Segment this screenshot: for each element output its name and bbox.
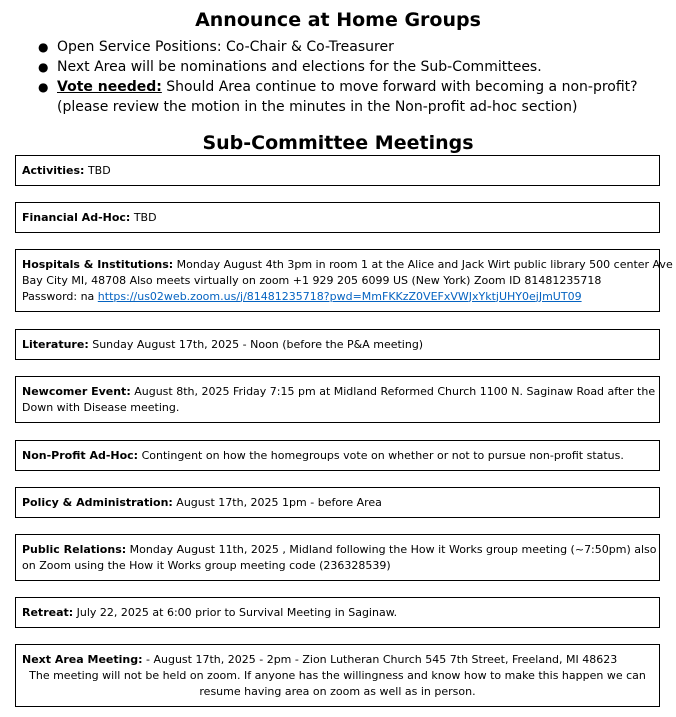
announcement-list — [38, 37, 668, 117]
committee-box-literature — [15, 329, 660, 360]
committee-text: July 22, 2025 at 6:00 prior to Survival Meeting in Saginaw. — [73, 605, 398, 619]
page-title: Announce at Home Groups — [195, 9, 481, 31]
announcement-text: Open Service Positions: Co-Chair & Co-Treasurer — [57, 39, 394, 55]
committee-label: Non-Profit Ad-Hoc: — [22, 448, 139, 462]
committee-label: Hospitals & Institutions: — [22, 257, 174, 271]
committee-line — [22, 495, 653, 511]
committee-box-policy-administration — [15, 487, 660, 518]
committee-label: Next Area Meeting: — [22, 652, 143, 666]
announcement-text: Next Area will be nominations and elections for the Sub-Committees. — [57, 59, 542, 75]
committee-text: Sunday August 17th, 2025 - Noon (before the P&A meeting) — [88, 337, 424, 351]
committee-text-line2: Down with Disease meeting. — [22, 400, 180, 414]
committee-text-line2: Bay City MI, 48708 Also meets virtually on zoom +1 929 205 6099 US (New York) Zoom ID 81481235718 — [22, 273, 602, 287]
committee-line — [22, 652, 653, 668]
committee-text: Monday August 11th, 2025 , Midland following the How it Works group meeting (~7:50pm) also — [126, 542, 657, 556]
committee-label: Policy & Administration: — [22, 495, 173, 509]
committee-box-non-profit-ad-hoc — [15, 440, 660, 471]
committee-label: Financial Ad-Hoc: — [22, 210, 131, 224]
committee-text-line3: resume having area on zoom as well as in person. — [199, 684, 476, 698]
committee-line — [22, 448, 653, 464]
bullet-icon: ● — [38, 80, 49, 94]
bullet-icon: ● — [38, 60, 49, 74]
announcement-text-line2: (please review the motion in the minutes in the Non-profit ad-hoc section) — [57, 99, 578, 115]
committee-box-hospitals-institutions — [15, 249, 673, 312]
committee-box-retreat — [15, 597, 660, 628]
committee-text: TBD — [84, 163, 111, 177]
announcement-item-vote-needed — [38, 77, 668, 117]
announcement-item-next-area — [38, 57, 668, 77]
committee-text: - August 17th, 2025 - 2pm - Zion Lutheran Church 545 7th Street, Freeland, MI 48623 — [142, 652, 618, 666]
section-title: Sub-Committee Meetings — [202, 132, 474, 154]
committee-box-next-area-meeting — [15, 644, 660, 707]
committee-line — [22, 210, 653, 226]
committee-label: Literature: — [22, 337, 89, 351]
committee-text-line2: The meeting will not be held on zoom. If anyone has the willingness and know how to make this happen we can — [29, 668, 646, 682]
committee-box-activities — [15, 155, 660, 186]
committee-text: Contingent on how the homegroups vote on whether or not to pursue non-profit status. — [138, 448, 624, 462]
zoom-link[interactable]: https://us02web.zoom.us/j/81481235718?pwd=MmFKKzZ0VEFxVWJxYktjUHY0ejJmUT09 — [97, 289, 582, 303]
committee-line — [22, 542, 657, 558]
committee-line — [22, 163, 653, 179]
bullet-icon: ● — [38, 40, 49, 54]
committee-text-line2: on Zoom using the How it Works group meeting code (236328539) — [22, 558, 391, 572]
committee-label: Public Relations: — [22, 542, 127, 556]
committee-label: Newcomer Event: — [22, 384, 131, 398]
password-text: Password: na — [22, 289, 98, 303]
committee-text: August 17th, 2025 1pm - before Area — [172, 495, 382, 509]
committee-text: August 8th, 2025 Friday 7:15 pm at Midland Reformed Church 1100 N. Saginaw Road after the — [130, 384, 656, 398]
committee-line — [22, 289, 653, 305]
committee-line — [22, 605, 653, 621]
committee-label: Retreat: — [22, 605, 74, 619]
committee-box-newcomer-event — [15, 376, 660, 423]
committee-text: TBD — [130, 210, 157, 224]
committee-text: Monday August 4th 3pm in room 1 at the Alice and Jack Wirt public library 500 center Ave — [173, 257, 673, 271]
announcement-text: Should Area continue to move forward with becoming a non-profit? — [161, 79, 638, 95]
committee-label: Activities: — [22, 163, 85, 177]
vote-needed-label: Vote needed: — [57, 79, 162, 95]
committee-line — [22, 257, 673, 273]
committee-line — [22, 337, 653, 353]
committee-box-public-relations — [15, 534, 660, 581]
committee-line — [22, 384, 656, 400]
committee-box-financial-ad-hoc — [15, 202, 660, 233]
announcement-item-service-positions — [38, 37, 668, 57]
